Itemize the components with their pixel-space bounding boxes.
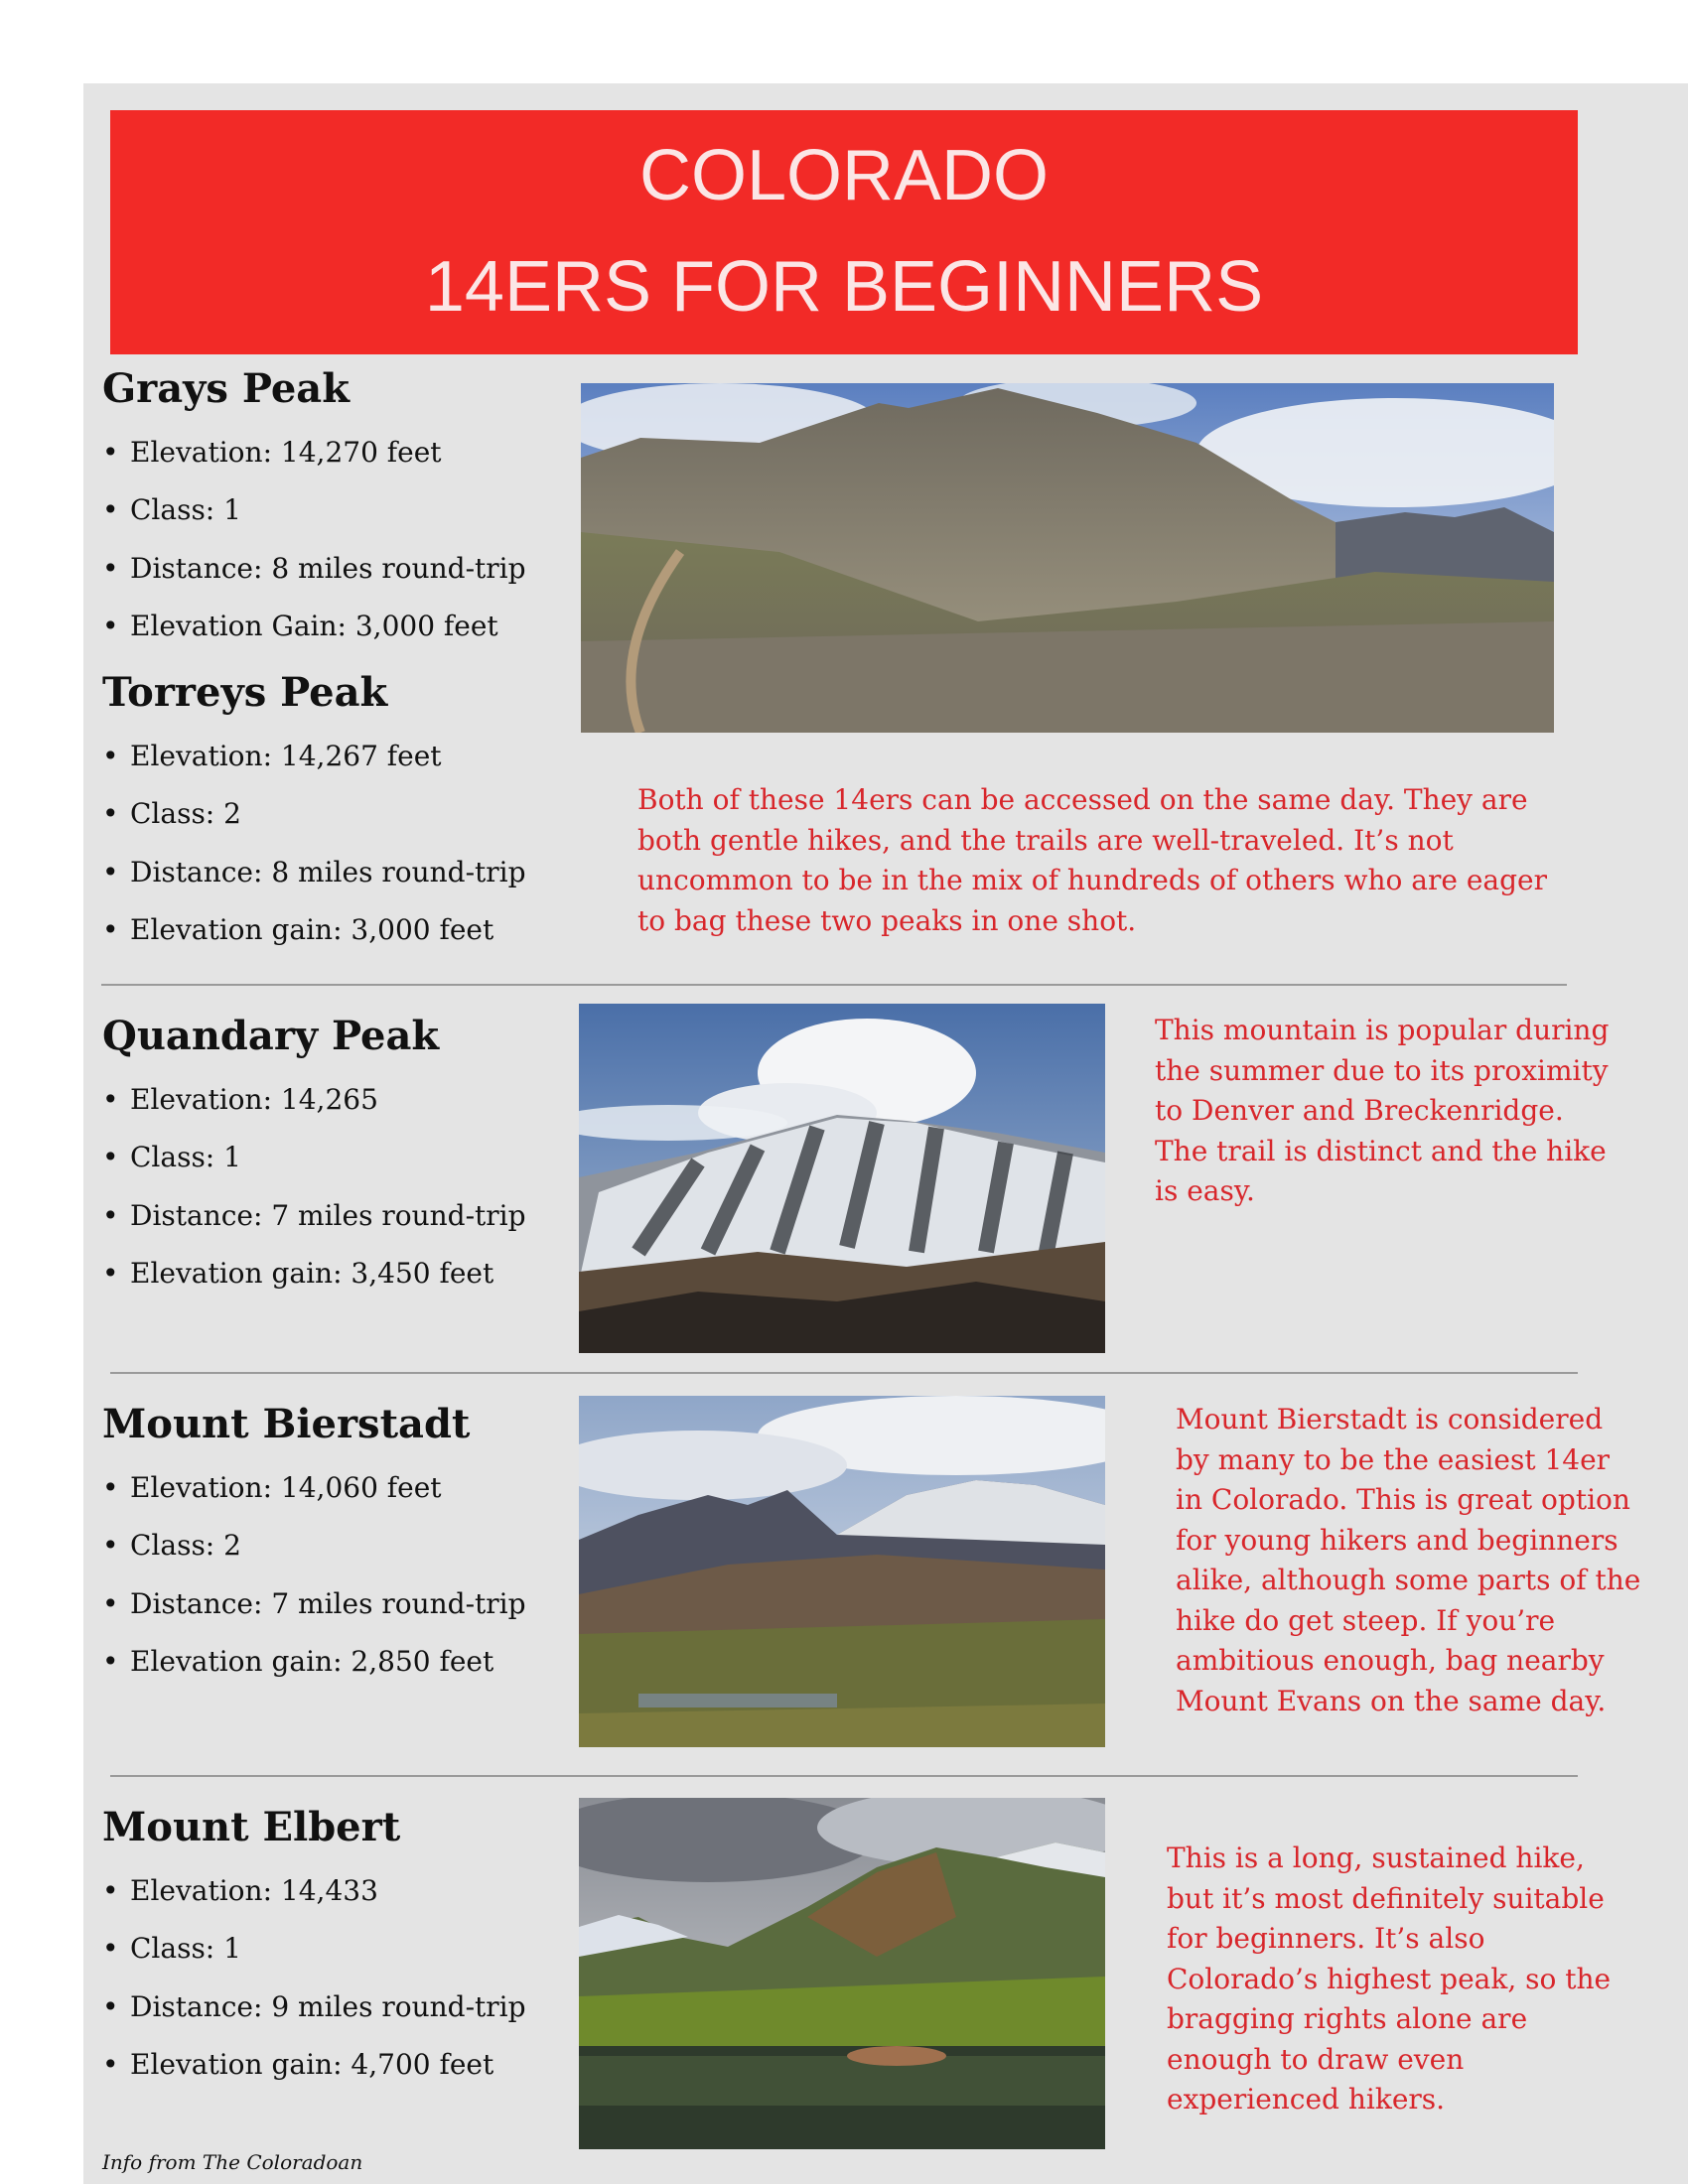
photo-quandary: [579, 1004, 1105, 1353]
facts-list-elbert: [102, 1873, 589, 2105]
fact-elevation-gain: • Elevation gain: 3,000 feet: [102, 912, 589, 970]
fact-elevation-gain: • Elevation gain: 2,850 feet: [102, 1644, 589, 1702]
fact-class: • Class: 1: [102, 492, 589, 550]
facts-list-grays: [102, 435, 589, 666]
fact-elevation: • Elevation: 14,267 feet: [102, 739, 589, 796]
fact-elevation-gain: • Elevation gain: 4,700 feet: [102, 2047, 589, 2105]
fact-class: • Class: 2: [102, 796, 589, 854]
peak-title-torreys: Torreys Peak: [102, 669, 388, 716]
peak-title-bierstadt: Mount Bierstadt: [102, 1401, 471, 1447]
fact-distance: • Distance: 8 miles round-trip: [102, 855, 589, 912]
photo-bierstadt: [579, 1396, 1105, 1747]
fact-elevation: • Elevation: 14,270 feet: [102, 435, 589, 492]
fact-elevation-gain: • Elevation Gain: 3,000 feet: [102, 609, 589, 666]
fact-elevation: • Elevation: 14,060 feet: [102, 1470, 589, 1528]
fact-distance: • Distance: 7 miles round-trip: [102, 1198, 589, 1256]
fact-distance: • Distance: 7 miles round-trip: [102, 1586, 589, 1644]
blurb-grays-torreys: Both of these 14ers can be accessed on the same day. They are both gentle hikes, and the trails are well-traveled. It’s not uncommon to be in the mix of hundreds of others who are eager to bag these two peaks in one shot.: [637, 783, 1547, 937]
facts-list-torreys: [102, 739, 589, 970]
facts-list-quandary: [102, 1082, 589, 1313]
section-divider: [110, 1775, 1578, 1777]
blurb-quandary: This mountain is popular during the summer due to its proximity to Denver and Breckenridge. The trail is distinct and the hike is easy.: [1155, 1014, 1610, 1207]
banner-title-line2: 14ERS FOR BEGINNERS: [424, 247, 1264, 327]
banner-title-line1: COLORADO: [638, 136, 1050, 215]
blurb-elbert: This is a long, sustained hike, but it’s most definitely suitable for beginners. It’s also Colorado’s highest peak, so the bragging rights alone are enough to draw even experienced hikers.: [1167, 1842, 1612, 2116]
peak-title-quandary: Quandary Peak: [102, 1013, 440, 1059]
fact-class: • Class: 1: [102, 1931, 589, 1988]
fact-class: • Class: 1: [102, 1140, 589, 1197]
section-divider: [110, 1372, 1578, 1374]
fact-class: • Class: 2: [102, 1528, 589, 1585]
title-banner: [110, 110, 1578, 354]
photo-elbert: [579, 1798, 1105, 2149]
fact-distance: • Distance: 8 miles round-trip: [102, 551, 589, 609]
section-divider: [101, 984, 1567, 986]
fact-elevation: • Elevation: 14,433: [102, 1873, 589, 1931]
photo-grays-torreys: [581, 383, 1554, 733]
fact-distance: • Distance: 9 miles round-trip: [102, 1989, 589, 2047]
peak-title-elbert: Mount Elbert: [102, 1804, 401, 1850]
fact-elevation-gain: • Elevation gain: 3,450 feet: [102, 1256, 589, 1313]
blurb-bierstadt: Mount Bierstadt is considered by many to be the easiest 14er in Colorado. This is great option for young hikers and beginners alike, although some parts of the hike do get steep. If you’re ambitious enough, bag nearby Mount Evans on the same day.: [1176, 1403, 1641, 1717]
source-credit: Info from The Coloradoan: [102, 2150, 363, 2174]
peak-title-grays: Grays Peak: [102, 365, 350, 412]
facts-list-bierstadt: [102, 1470, 589, 1702]
fact-elevation: • Elevation: 14,265: [102, 1082, 589, 1140]
